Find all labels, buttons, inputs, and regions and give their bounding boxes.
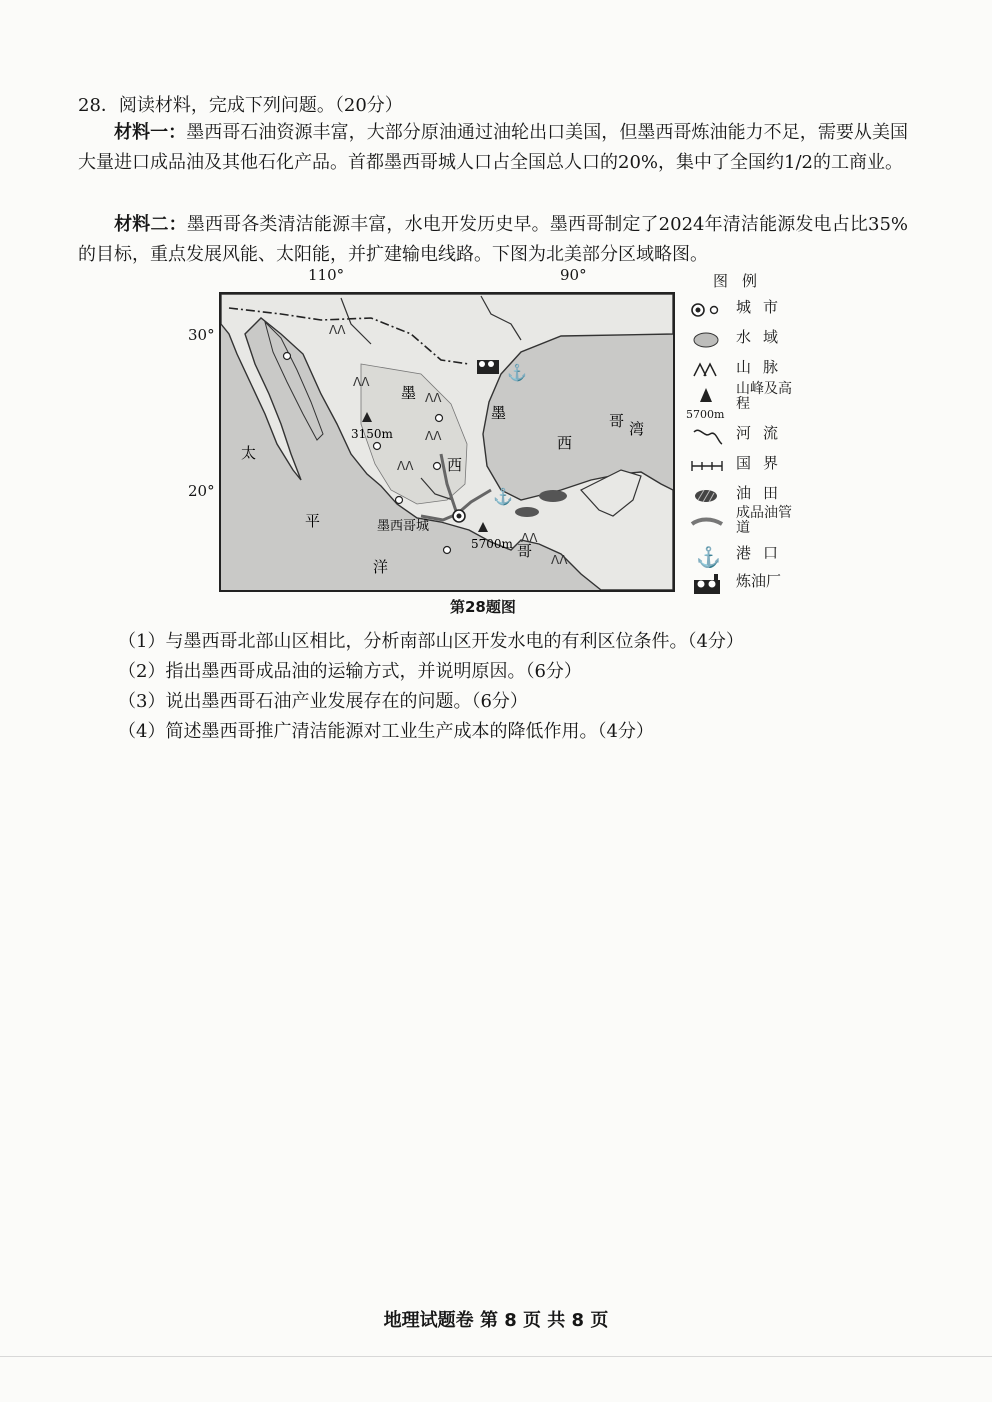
- oil-field: [515, 507, 539, 517]
- country-label-1: 墨: [401, 384, 417, 402]
- city-icon: [284, 353, 291, 360]
- country-label-2: 西: [447, 456, 463, 474]
- city-icon: [374, 443, 381, 450]
- material-1-label: 材料一：: [114, 122, 187, 143]
- peak2-label: 5700m: [471, 537, 513, 551]
- city-icon: [436, 415, 443, 422]
- legend-item-water: [690, 326, 800, 354]
- capital-label: 墨西哥城: [377, 519, 430, 534]
- legend-item-mountain: [690, 356, 800, 384]
- oilfield-icon: [690, 484, 724, 508]
- question-title: 28．阅读材料，完成下列问题。（20分）: [78, 95, 403, 116]
- ocean-label-1: 太: [241, 444, 257, 462]
- mountain-icon: [690, 358, 724, 382]
- peak1-label: 3150m: [351, 427, 393, 441]
- legend-label: 国界: [736, 454, 791, 472]
- legend-peak-sub: 5700m: [686, 408, 725, 421]
- ocean-label-2: 平: [305, 512, 321, 530]
- lat-label-20: 20°: [188, 482, 215, 500]
- subquestion-4: （4）简述墨西哥推广清洁能源对工业生产成本的降低作用。（4分）: [118, 721, 654, 742]
- lon-label-110: 110°: [308, 266, 345, 284]
- gulf-label-2: 西: [557, 434, 573, 452]
- legend-label: 山峰及高程: [736, 381, 792, 412]
- legend-item-refinery: [690, 570, 800, 598]
- legend-item-port: [690, 542, 800, 570]
- subquestion-2: （2）指出墨西哥成品油的运输方式，并说明原因。（6分）: [118, 661, 582, 682]
- legend-label: 城市: [736, 298, 791, 316]
- gulf-label-3: 哥: [609, 412, 625, 430]
- oil-field: [539, 490, 567, 502]
- svg-text:ᐱᐱ: ᐱᐱ: [329, 323, 346, 337]
- river-icon: [690, 424, 724, 448]
- material-2-text: 墨西哥各类清洁能源丰富，水电开发历史早。墨西哥制定了2024年清洁能源发电占比35%的目标，重点发展风能、太阳能，并扩建输电线路。下图为北美部分区域略图。: [78, 214, 908, 265]
- legend-item-border: [690, 452, 800, 480]
- subquestion-1: （1）与墨西哥北部山区相比，分析南部山区开发水电的有利区位条件。（4分）: [118, 631, 744, 652]
- map-legend: [686, 270, 800, 590]
- legend-label: 山脉: [736, 358, 791, 376]
- peak-icon: [690, 386, 724, 410]
- refinery-icon-tank: [488, 361, 494, 367]
- lat-label-30: 30°: [188, 326, 215, 344]
- legend-item-peak: [686, 381, 800, 424]
- city-icon: [444, 547, 451, 554]
- legend-label: 炼油厂: [736, 572, 782, 590]
- map-frame: [219, 292, 675, 592]
- lon-label-90: 90°: [560, 266, 587, 284]
- svg-text:ᐱᐱ: ᐱᐱ: [551, 553, 568, 567]
- refinery-icon-tank: [479, 361, 485, 367]
- svg-text:ᐱᐱ: ᐱᐱ: [521, 531, 538, 545]
- pipeline-icon: [690, 510, 724, 534]
- refinery-icon: [690, 572, 724, 596]
- ocean-label-3: 洋: [373, 558, 389, 576]
- svg-text:⚓: ⚓: [696, 545, 721, 568]
- city-icon: [396, 497, 403, 504]
- legend-label: 油田: [736, 484, 791, 502]
- legend-title: 图例: [712, 272, 771, 290]
- gulf-label-1: 墨: [491, 404, 507, 422]
- bottom-divider: [0, 1356, 992, 1357]
- legend-label: 水域: [736, 328, 791, 346]
- port-icon: [690, 544, 724, 568]
- svg-text:ᐱᐱ: ᐱᐱ: [425, 391, 442, 405]
- capital-icon-dot: [457, 514, 462, 519]
- gulf-label-4: 湾: [629, 420, 645, 438]
- subquestion-3: （3）说出墨西哥石油产业发展存在的问题。（6分）: [118, 691, 528, 712]
- city-icon: [690, 298, 724, 322]
- country-label-3: 哥: [517, 542, 533, 560]
- legend-label: 成品油管道: [736, 505, 792, 536]
- svg-text:ᐱᐱ: ᐱᐱ: [397, 459, 414, 473]
- border-icon: [690, 454, 724, 478]
- city-icon: [434, 463, 441, 470]
- legend-item-river: [690, 422, 800, 450]
- material-1-text: 墨西哥石油资源丰富，大部分原油通过油轮出口美国，但墨西哥炼油能力不足，需要从美国大量进口成品油及其他石化产品。首都墨西哥城人口占全国总人口的20%，集中了全国约1/2的工商业。: [78, 122, 909, 173]
- legend-item-pipeline: [690, 505, 800, 542]
- water-icon: [690, 328, 724, 352]
- figure-caption: 第28题图: [450, 598, 516, 616]
- legend-label: 港口: [736, 544, 791, 562]
- svg-text:ᐱᐱ: ᐱᐱ: [425, 429, 442, 443]
- map-drawing: [221, 294, 673, 590]
- material-2: [78, 210, 908, 270]
- svg-text:ᐱᐱ: ᐱᐱ: [353, 375, 370, 389]
- material-1: [78, 118, 908, 178]
- port-icon: ⚓: [493, 487, 513, 506]
- legend-label: 河流: [736, 424, 791, 442]
- port-icon: ⚓: [507, 363, 527, 382]
- material-2-label: 材料二：: [114, 214, 187, 235]
- legend-item-city: [690, 296, 800, 324]
- page-footer: 地理试题卷 第 8 页 共 8 页: [383, 1310, 609, 1331]
